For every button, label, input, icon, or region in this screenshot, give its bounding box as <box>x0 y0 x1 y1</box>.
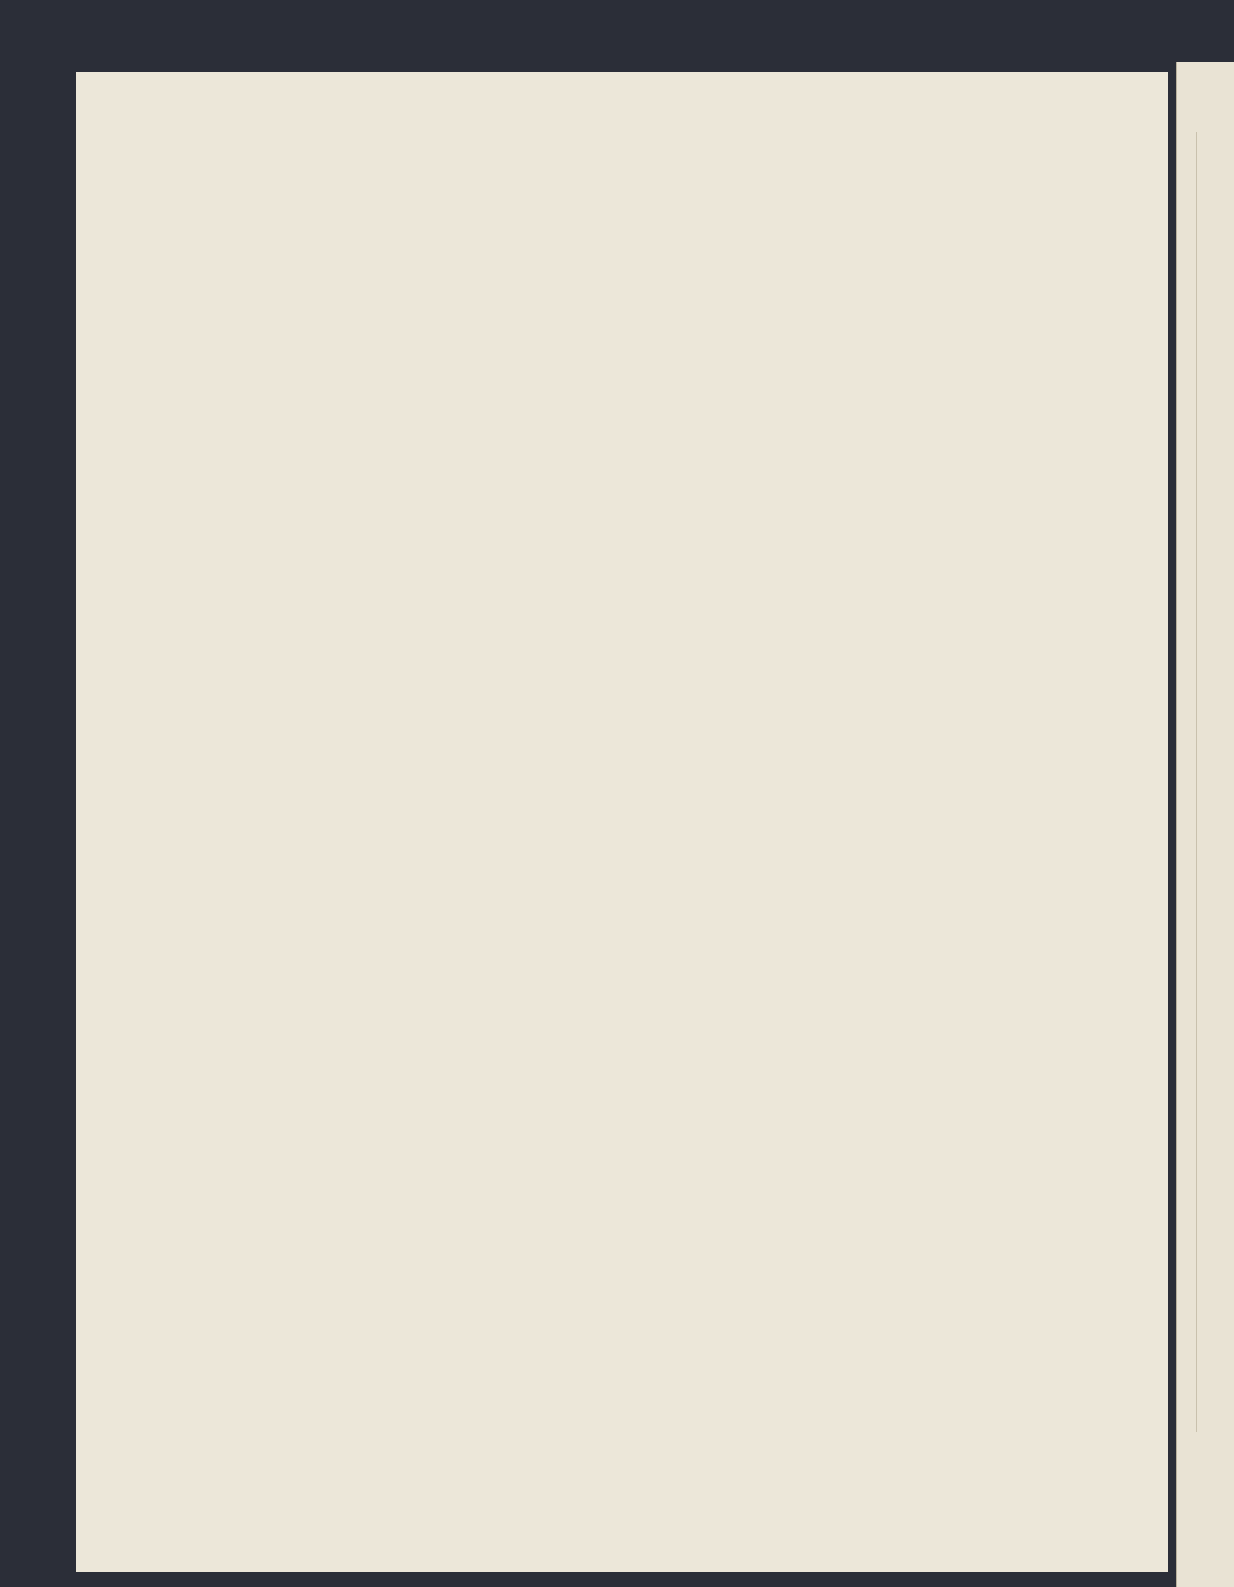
ledger-page <box>76 72 1168 1572</box>
col-header-total-usable <box>1030 178 1062 262</box>
col-header-pasture <box>974 178 1006 262</box>
adjacent-page <box>1176 62 1234 1587</box>
col-header-total-all <box>1086 178 1118 262</box>
col-header-forest <box>922 178 954 262</box>
